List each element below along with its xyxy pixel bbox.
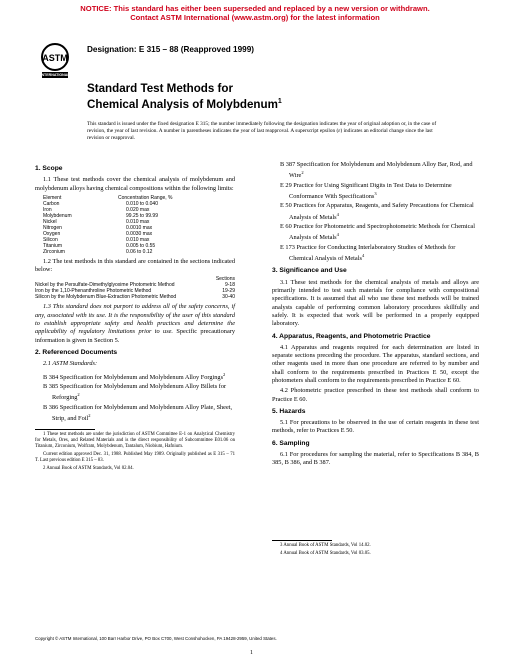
sections-header: Sections <box>215 276 235 283</box>
notice-line-2: Contact ASTM International (www.astm.org) for the latest information <box>130 13 380 22</box>
hazards-paragraph: 5.1 For precautions to be observed in the use of certain reagents in these test methods, refer to Practices E 50. <box>272 419 479 435</box>
astm-standards-subheading: 2.1 ASTM Standards: <box>43 360 98 368</box>
footnote-3: 3 Annual Book of ASTM Standards, Vol 14.02. <box>280 542 371 548</box>
left-column <box>35 161 235 474</box>
table-row: Nickel by the Persulfate-Dimethylglyoxime Photometric Method 9-18 <box>35 282 235 289</box>
svg-text:ASTM: ASTM <box>42 53 68 63</box>
page-number: 1 <box>250 650 253 656</box>
intro-paragraph: This standard is issued under the fixed designation E 315; the number immediately following the designation indicates the year of original adoption or, in the case of revision, the year of last revision. A number in parentheses indicates the year of last reapproval. A superscript epsilon (ε) indicates an editorial change since the last revision or reapproval. <box>87 121 437 141</box>
section-heading-sampling: 6. Sampling <box>272 439 310 447</box>
table-row: Nitrogen 0.0010 max <box>43 224 153 231</box>
table-row: Iron by the 1,10-Phenanthroline Photometric Method 19-29 <box>35 288 235 295</box>
sampling-paragraph: 6.1 For procedures for sampling the material, refer to Specifications B 384, B 385, B 386, and B 387. <box>272 451 479 467</box>
footnote-divider <box>272 540 332 541</box>
table-row: Nickel 0.010 max <box>43 218 150 225</box>
logo-text: INTERNATIONAL <box>40 73 70 77</box>
scope-paragraph-3: 1.3 This standard does not purport to address all of the safety concerns, if any, associated with its use. It is the responsibility of the user of this standard to establish appropriate safety and health practices and determine the applicability of regulatory limitations prior to use. Specific precautionary information is given in Section 5. <box>35 303 235 344</box>
footnote-edition: Current edition approved Dec. 31, 1988. Published May 1989. Originally published as E 315 – 71 T. Last previous edition E 315 – 83. <box>35 452 235 464</box>
section-heading-referenced-documents: 2. Referenced Documents <box>35 348 118 356</box>
page-title <box>87 82 282 111</box>
table-row: Silicon by the Molybdenum Blue-Extraction Photometric Method 30-40 <box>35 294 235 301</box>
title-line-2: Chemical Analysis of Molybdenum$^1$ <box>87 97 282 111</box>
footnote-1: 1 These test methods are under the jurisdiction of ASTM Committee E-1 on Analytical Chemistry for Metals, Ores, and Related Materials and is the direct responsibility of Subcommittee E01.06 on Titanium, Zirconium, Wolfram, Molybdenum, Tantalum, Niobium, Hafnium. <box>35 432 235 450</box>
astm-logo <box>40 42 70 80</box>
right-column <box>272 161 479 559</box>
apparatus-paragraph-1: 4.1 Apparatus and reagents required for each determination are listed in separate sections preceding the procedure. The apparatus, standard sections, and other reagents used in more than one procedure are referred to by number and shall conform to the requirements prescribed in Practices E 50, except the photometers shall conform to the requirements prescribed in Practice E 60. <box>272 343 479 384</box>
table-row: Molybdenum 99.25 to 99.99 <box>43 212 158 219</box>
scope-paragraph-2: 1.2 The test methods in this standard are contained in the sections indicated below: <box>35 257 235 274</box>
sections-table <box>35 276 235 300</box>
table-row: Zirconium 0.06 to 0.12 <box>43 248 153 255</box>
reference-item: B 385 Specification for Molybdenum and Molybdenum Alloy Billets for Reforging$^2$ <box>43 382 227 402</box>
notice-line-1: NOTICE: This standard has either been superseded and replaced by a new version or withdrawn. <box>80 4 430 13</box>
table-header-range: Concentration Range, % <box>118 194 173 201</box>
section-heading-hazards: 5. Hazards <box>272 407 306 415</box>
footnote-2: 2 Annual Book of ASTM Standards, Vol 02.04. <box>43 466 134 472</box>
section-heading-scope: 1. Scope <box>35 165 63 172</box>
table-row: Iron 0.020 max <box>43 206 150 213</box>
copyright-footer: Copyright © ASTM International, 100 Barr Harbor Drive, PO Box C700, West Conshohocken, PA 19428-2959, United States. <box>35 636 277 641</box>
significance-paragraph: 3.1 These test methods for the chemical analysis of metals and alloys are primarily intended to test such materials for compliance with compositional specifications. It is assumed that all who use these test methods will be trained analysts capable of performing common laboratory procedures skillfully and safely. It is expected that work will be performed in a properly equipped laboratory. <box>272 278 479 328</box>
composition-table <box>43 195 172 255</box>
designation: Designation: E 315 – 88 (Reapproved 1999) <box>87 45 254 54</box>
reference-item: B 387 Specification for Molybdenum and Molybdenum Alloy Bar, Rod, and Wire$^2$ <box>280 161 473 180</box>
footnote-4: 4 Annual Book of ASTM Standards, Vol 03.05. <box>280 550 371 556</box>
apparatus-paragraph-2: 4.2 Photometric practice prescribed in these test methods shall conform to Practice E 60. <box>272 387 479 403</box>
section-heading-apparatus: 4. Apparatus, Reagents, and Photometric Practice <box>272 332 431 340</box>
reference-item: E 29 Practice for Using Significant Digits in Test Data to Determine Conformance With Specifications$^3$ <box>280 181 452 201</box>
table-header-element: Element <box>43 194 62 201</box>
reference-item: E 60 Practice for Photometric and Spectrophotometric Methods for Chemical Analysis of Metals$^4$ <box>280 223 475 242</box>
reference-item: B 384 Specification for Molybdenum and Molybdenum Alloy Forgings$^2$ <box>43 371 226 381</box>
section-heading-significance: 3. Significance and Use <box>272 267 347 275</box>
reference-item: E 50 Practices for Apparatus, Reagents, and Safety Precautions for Chemical Analysis of Metals$^4$ <box>280 202 474 221</box>
table-row: Oxygen 0.0030 max <box>43 230 153 237</box>
table-row: Silicon 0.010 max <box>43 236 150 243</box>
table-row: Carbon 0.010 to 0.040 <box>43 200 158 207</box>
footnote-divider <box>35 429 95 430</box>
withdrawal-notice <box>0 4 510 22</box>
title-line-1: Standard Test Methods for <box>87 82 234 95</box>
reference-item: B 386 Specification for Molybdenum and Molybdenum Alloy Plate, Sheet, Strip, and Foil$^2$ <box>43 403 233 423</box>
reference-item: E 173 Practice for Conducting Interlaboratory Studies of Methods for Chemical Analysis of Metals$^4$ <box>280 243 456 263</box>
scope-paragraph-1: 1.1 These test methods cover the chemical analysis of molybdenum and molybdenum alloys having chemical compositions within the following limits: <box>35 176 235 192</box>
table-row: Titanium 0.005 to 0.55 <box>43 242 156 249</box>
